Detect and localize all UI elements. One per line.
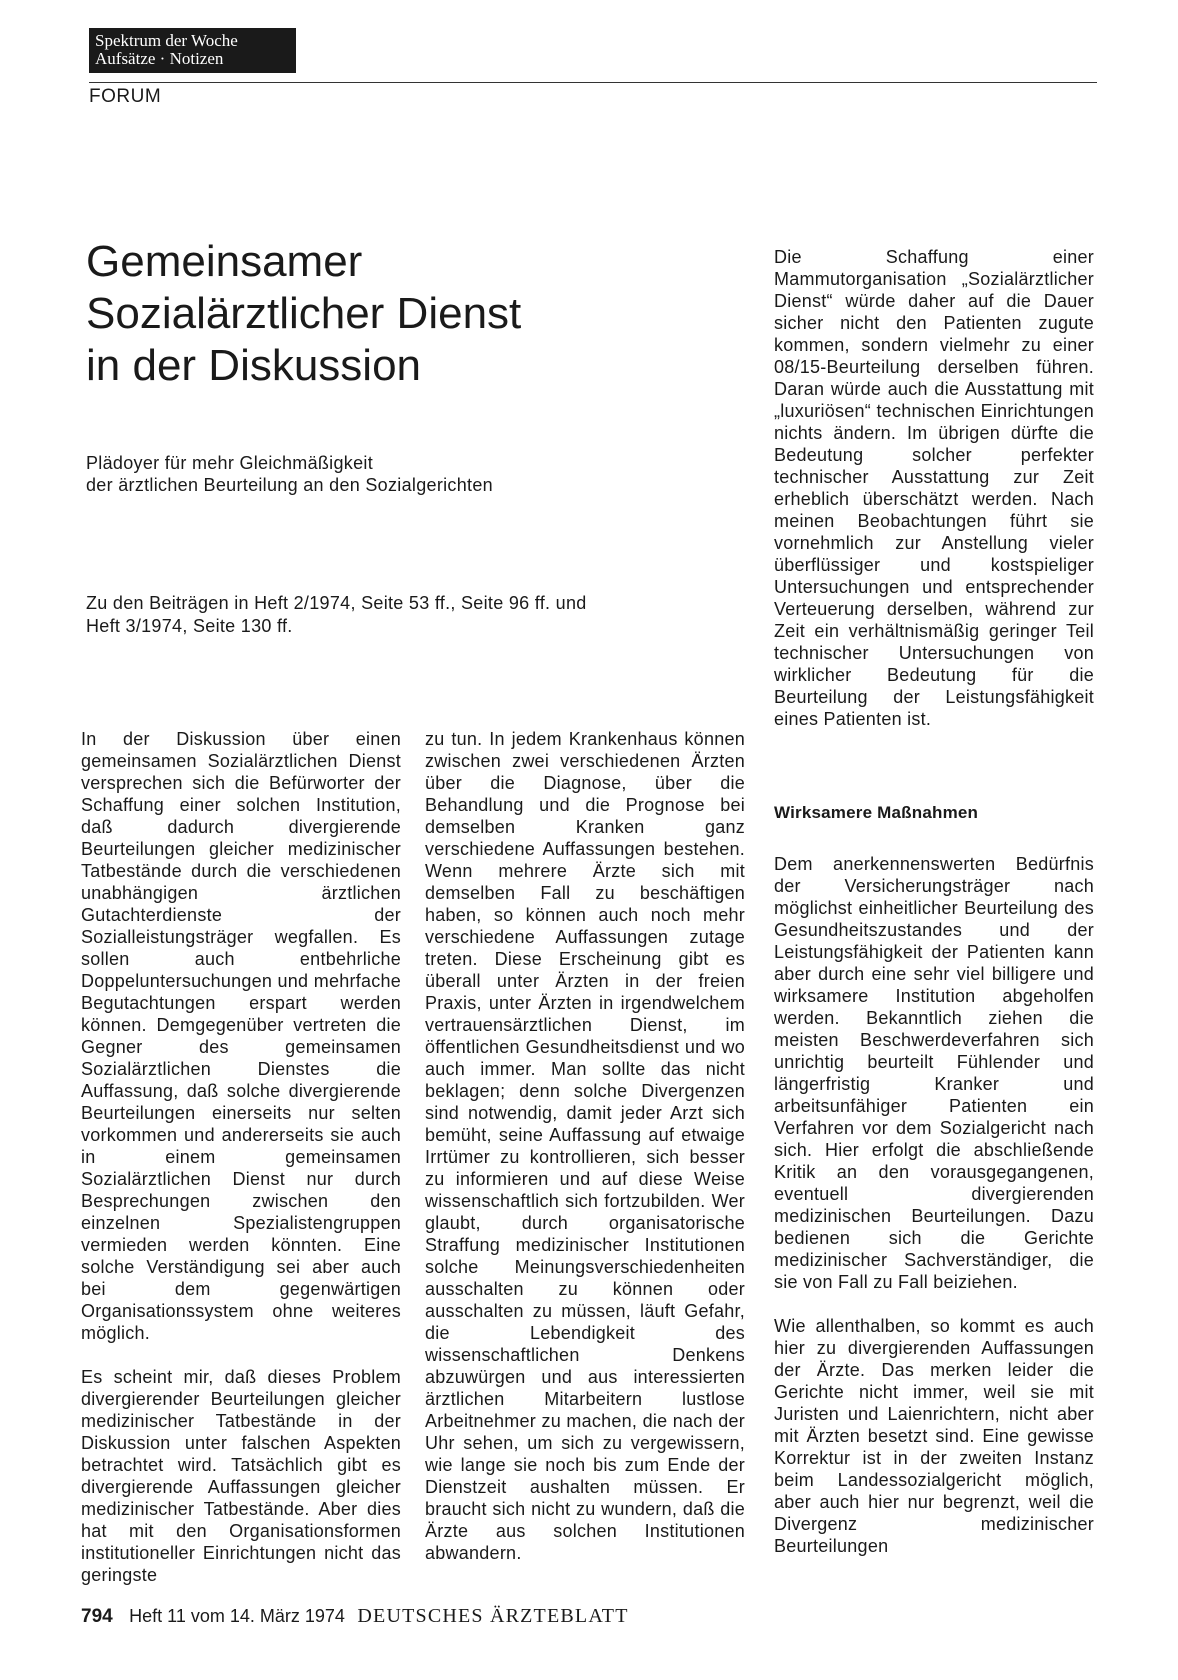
issue-info: Heft 11 vom 14. März 1974 [129, 1606, 345, 1626]
page-footer [81, 1605, 629, 1628]
header-rule [89, 82, 1097, 83]
article-subtitle [86, 452, 686, 496]
subtitle-line-1: Plädoyer für mehr Gleichmäßigkeit [86, 453, 374, 473]
paragraph: Dem anerkennenswerten Bedürfnis der Versicherungsträger nach möglichst einheitlicher Beurteilung des Gesundheitszustandes und der Leistungsfähigkeit der Patienten kann aber durch eine sehr viel billigere und wirksamere Institution abgeholfen werden. Bekanntlich ziehen die meisten Beschwerdeverfahren sich unrichtig beurteilt Fühlender und längerfristig Kranker und arbeitsunfähiger Patienten ein Verfahren vor dem Sozialgericht nach sich. Hier erfolgt die abschließende Kritik an den vorausgegangenen, eventuell divergierenden medizinischen Beurteilungen. Dazu bedienen sich die Gerichte medizinischer Sachverständiger, die sie von Fall zu Fall beiziehen. [774, 854, 1094, 1292]
paragraph: zu tun. In jedem Krankenhaus können zwischen zwei verschiedenen Ärzten über die Diagnose, über die Behandlung und die Prognose bei demselben Kranken ganz verschiedene Auffassungen bestehen. Wenn mehrere Ärzte sich mit demselben Fall zu beschäftigen haben, so können auch noch mehr verschiedene Auffassungen zutage treten. Diese Erscheinung gibt es überall unter Ärzten in der freien Praxis, unter Ärzten in irgendwelchem vertrauensärztlichen Dienst, im öffentlichen Gesundheitsdienst und wo auch immer. Man sollte das nicht beklagen; denn solche Divergenzen sind notwendig, damit jeder Arzt sich bemüht, seine Auffassung auf etwaige Irrtümer zu kontrollieren, sich besser zu informieren und auf diese Weise wissenschaftlich sich fortzubilden. Wer glaubt, durch organisatorische Straffung medizinischer Institutionen solche Meinungsverschiedenheiten ausschalten zu können oder ausschalten zu müssen, läuft Gefahr, die Lebendigkeit des wissenschaftlichen Denkens abzuwürgen und aus interessierten ärztlichen Mitarbeitern lustlose Arbeitnehmer zu machen, die nach der Uhr sehen, um sich zu vergewissern, wie lange sie noch bis zum Ende der Dienstzeit aushalten müssen. Er braucht sich nicht zu wundern, daß die Ärzte aus solchen Institutionen abwandern. [425, 729, 745, 1563]
body-column-1 [81, 728, 401, 1586]
journal-name: DEUTSCHES ÄRZTEBLATT [357, 1605, 629, 1627]
body-column-3-top [774, 246, 1094, 730]
references-line-1: Zu den Beiträgen in Heft 2/1974, Seite 53 ff., Seite 96 ff. und [86, 593, 587, 613]
section-heading: Wirksamere Maßnahmen [774, 803, 979, 822]
paragraph: Die Schaffung einer Mammutorganisation „Sozialärztlicher Dienst“ würde daher auf die Dauer sicher nicht den Patienten zugute kommen, sondern vielmehr zu einer 08/15-Beurteilung derselben führen. Daran würde auch die Ausstattung mit „luxuriösen“ technischen Einrichtungen nichts ändern. Im übrigen dürfte die Bedeutung solcher perfekter technischer Ausstattung zur Zeit erheblich überschätzt werden. Nach meinen Beobachtungen führt sie vornehmlich zur Anstellung vieler überflüssiger und kostspieliger Untersuchungen und entsprechender Verteuerung derselben, während zur Zeit ein verhältnismäßig geringer Teil technischer Untersuchungen von wirklicher Bedeutung für die Beurteilung der Leistungsfähigkeit eines Patienten ist. [774, 247, 1094, 729]
paragraph: Es scheint mir, daß dieses Problem divergierender Beurteilungen gleicher medizinischer Tatbestände in der Diskussion unter falschen Aspekten betrachtet wird. Tatsächlich gibt es divergierende Auffassungen gleicher medizinischer Tatbestände. Aber dies hat mit den Organisationsformen institutioneller Einrichtungen nicht das geringste [81, 1367, 401, 1585]
references-line-2: Heft 3/1974, Seite 130 ff. [86, 616, 293, 636]
article-references [86, 592, 686, 638]
section-label: FORUM [89, 86, 162, 107]
badge-line-1: Spektrum der Woche [95, 31, 238, 50]
subtitle-line-2: der ärztlichen Beurteilung an den Sozialgerichten [86, 475, 493, 495]
section-badge [89, 28, 296, 73]
paragraph: In der Diskussion über einen gemeinsamen Sozialärztlichen Dienst versprechen sich die Befürworter der Schaffung einer solchen Institution, daß dadurch divergierende Beurteilungen gleicher medizinischer Tatbestände durch die verschiedenen unabhängigen ärztlichen Gutachterdienste der Sozialleistungsträger wegfallen. Es sollen auch entbehrliche Doppeluntersuchungen und mehrfache Begutachtungen erspart werden können. Demgegenüber vertreten die Gegner des gemeinsamen Sozialärztlichen Dienstes die Auffassung, daß solche divergierende Beurteilungen einerseits nur selten vorkommen und andererseits sie auch in einem gemeinsamen Sozialärztlichen Dienst nur durch Besprechungen zwischen den einzelnen Spezialistengruppen vermieden werden könnten. Eine solche Verständigung sei aber auch bei dem gegenwärtigen Organisationssystem ohne weiteres möglich. [81, 729, 401, 1343]
article-title [86, 236, 686, 392]
body-column-2 [425, 728, 745, 1564]
title-line-2: Sozialärztlicher Dienst [86, 289, 522, 338]
paragraph: Wie allenthalben, so kommt es auch hier zu divergierenden Auffassungen der Ärzte. Das merken leider die Gerichte nicht immer, weil sie mit Juristen und Laienrichtern, nicht aber mit Ärzten besetzt sind. Eine gewisse Korrektur ist in der zweiten Instanz beim Landessozialgericht möglich, aber auch hier nur begrenzt, weil die Divergenz medizinischer Beurteilungen [774, 1316, 1094, 1556]
badge-line-2: Aufsätze · Notizen [95, 49, 224, 68]
body-column-3-bottom [774, 853, 1094, 1557]
page-number: 794 [81, 1606, 113, 1627]
title-line-3: in der Diskussion [86, 341, 422, 390]
title-line-1: Gemeinsamer [86, 237, 363, 286]
